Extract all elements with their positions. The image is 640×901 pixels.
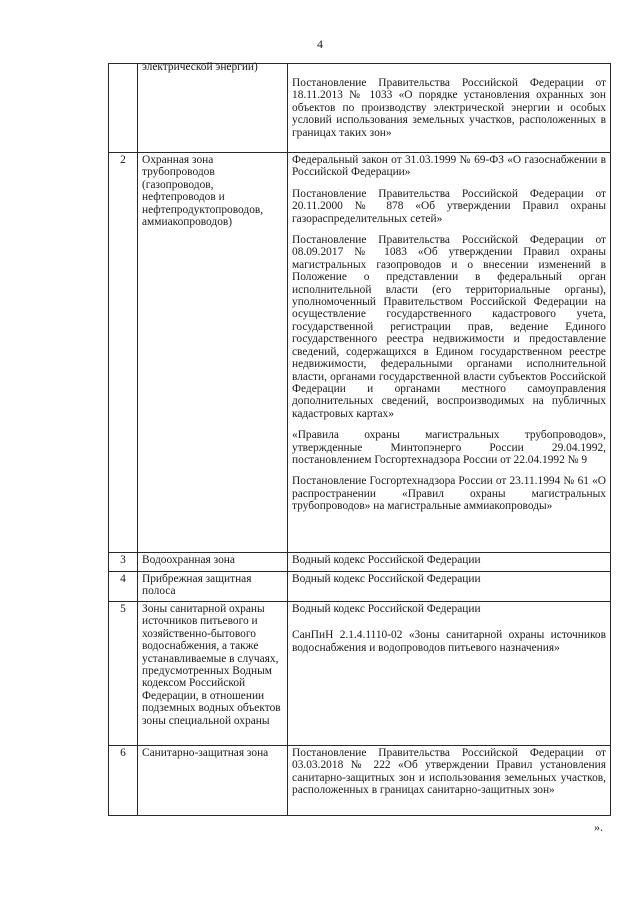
zone-name: Водоохранная зона [138, 553, 288, 572]
document-paragraph: Водный кодекс Российской Федерации [292, 554, 481, 566]
legal-documents [288, 746, 611, 816]
document-paragraph: Водный кодекс Российской Федерации [292, 573, 481, 585]
document-paragraph: Постановление Правительства Российской Федерации от 03.03.2018 № 222 «Об утверждении Правил установления санитарно-защитных зон и использования земельных участков, расположенных в границах санитарно-защитных зон» [292, 747, 606, 797]
zone-name: электрической энергии) [138, 64, 288, 153]
zones-table [108, 63, 611, 816]
legal-documents [288, 64, 611, 153]
document-paragraph: СанПиН 2.1.4.1110-02 «Зоны санитарной охраны источников водоснабжения и водопроводов питьевого назначения» [292, 629, 606, 654]
table-row [109, 64, 611, 153]
page-number: 4 [317, 37, 323, 51]
table-row [109, 553, 611, 572]
legal-documents [288, 572, 611, 602]
table-row [109, 746, 611, 816]
document-paragraph: Водный кодекс Российской Федерации [292, 603, 481, 615]
row-number: 3 [109, 553, 138, 572]
table-row [109, 572, 611, 602]
document-paragraph: Постановление Правительства Российской Федерации от 20.11.2000 № 878 «Об утверждении Правил охраны газораспределительных сетей» [292, 187, 606, 225]
row-number: 6 [109, 746, 138, 816]
legal-documents [288, 153, 611, 553]
document-paragraph: Постановление Правительства Российской Федерации от 08.09.2017 № 1083 «Об утверждении Правил охраны магистральных газопроводов и о внесении изменений в Положение о представлении в федеральный орган исполнительной власти (его территориальные органы), уполномоченный Правительством Российской Федерации на осуществление государственного кадастрового учета, государственной регистрации прав, ведение Единого государственного реестра недвижимости и предоставление сведений, содержащихся в Едином государственном реестре недвижимости, федеральными органами исполнительной власти, органами государственной власти субъектов Российской Федерации и органами местного самоуправления дополнительных сведений, воспроизводимых на публичных кадастровых картах» [292, 234, 606, 420]
row-number: 4 [109, 572, 138, 602]
table-row [109, 602, 611, 746]
table-row [109, 153, 611, 553]
document-paragraph: «Правила охраны магистральных трубопроводов», утвержденные Минтопэнерго России 29.04.1992, постановлением Госгортехнадзора России от 22.04.1992 № 9 [292, 429, 606, 466]
zone-name: Санитарно-защитная зона [138, 746, 288, 816]
document-paragraph: Федеральный закон от 31.03.1999 № 69-ФЗ «О газоснабжении в Российской Федерации» [292, 154, 606, 179]
row-number [109, 64, 138, 153]
document-paragraph: Постановление Правительства Российской Федерации от 18.11.2013 № 1033 «О порядке установления охранных зон объектов по производству электрической энергии и особых условий использования земельных участков, расположенных в границах таких зон» [292, 77, 606, 139]
zone-name: Охранная зона трубопроводов (газопроводов, нефтепроводов и нефтепродуктопроводов, аммиакопроводов) [138, 153, 288, 553]
legal-documents [288, 553, 611, 572]
row-number: 2 [109, 153, 138, 553]
closing-quote-mark: ». [594, 820, 603, 834]
row-number: 5 [109, 602, 138, 746]
zone-name: Прибрежная защитная полоса [138, 572, 288, 602]
legal-documents [288, 602, 611, 746]
zone-name: Зоны санитарной охраны источников питьевого и хозяйственно-бытового водоснабжения, а также устанавливаемые в случаях, предусмотренных Водным кодексом Российской Федерации, в отношении подземных водных объектов зоны специальной охраны [138, 602, 288, 746]
document-paragraph: Постановление Госгортехнадзора России от 23.11.1994 № 61 «О распространении «Правил охраны магистральных трубопроводов» на магистральные аммиакопроводы» [292, 475, 606, 513]
